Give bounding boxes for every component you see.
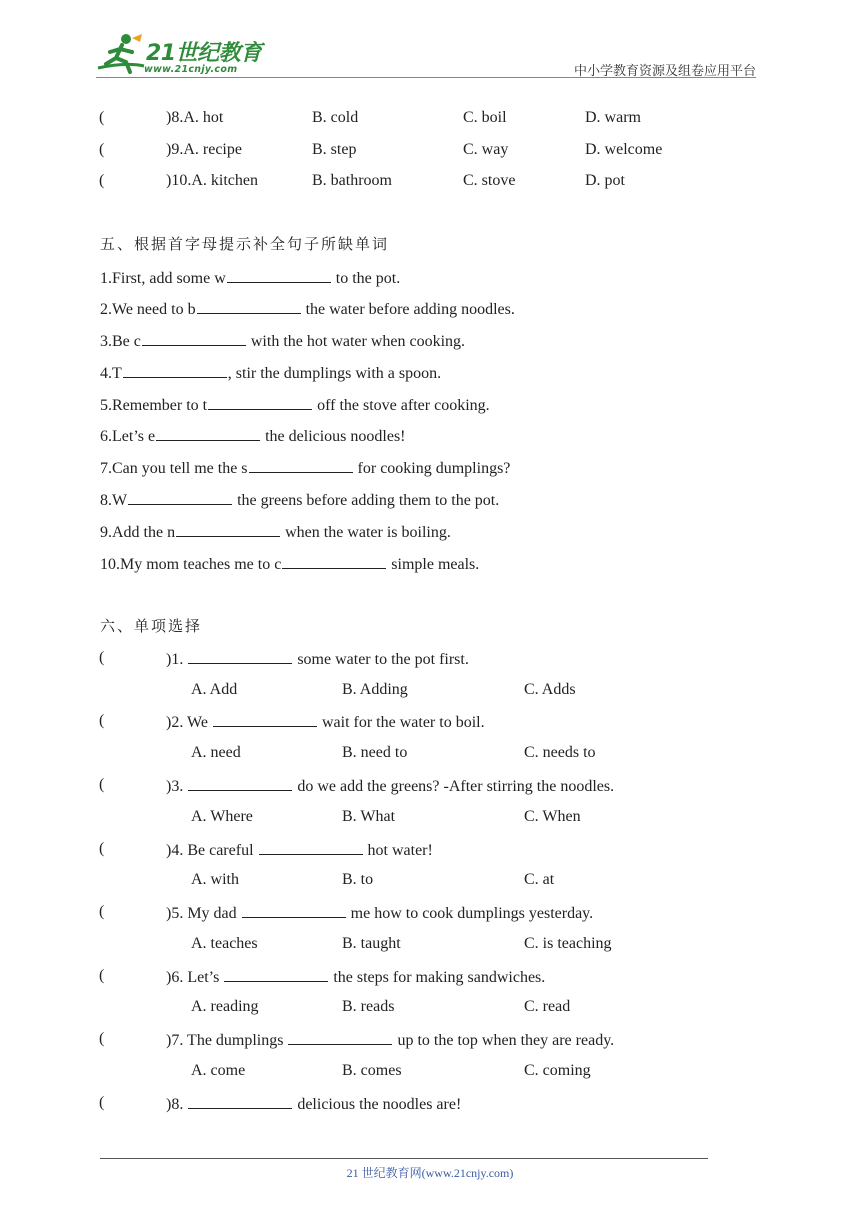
- option-b: B. What: [342, 808, 396, 825]
- answer-blank[interactable]: [188, 647, 292, 664]
- fill-item: [100, 266, 400, 290]
- fill-text-post: off the stove after cooking.: [313, 397, 490, 414]
- option-c: C. stove: [463, 172, 516, 189]
- option-a: A. teaches: [191, 935, 258, 952]
- option-c: C. way: [463, 141, 509, 158]
- option-a: )9.A. recipe: [166, 141, 242, 158]
- answer-paren[interactable]: (: [99, 1030, 105, 1047]
- fill-item: [100, 520, 451, 544]
- option-b: B. to: [342, 871, 374, 888]
- question-text: [166, 838, 433, 862]
- option-a: A. come: [191, 1062, 246, 1079]
- option-a: A. need: [191, 744, 241, 761]
- option-a: A. reading: [191, 998, 259, 1015]
- option-c: C. Adds: [524, 681, 576, 698]
- fill-text-pre: 9.Add the n: [100, 524, 176, 541]
- answer-paren[interactable]: (: [99, 172, 105, 189]
- question-post: some water to the pot first.: [293, 651, 469, 668]
- fill-text-pre: 5.Remember to t: [100, 397, 208, 414]
- question-pre: )3.: [166, 778, 188, 795]
- question-pre: )8.: [166, 1096, 188, 1113]
- question-pre: )6. Let’s: [166, 969, 224, 986]
- question-post: delicious the noodles are!: [293, 1096, 462, 1113]
- fill-text-post: for cooking dumplings?: [353, 460, 511, 477]
- question-post: do we add the greens? -After stirring the noodles.: [293, 778, 615, 795]
- answer-blank[interactable]: [188, 1092, 292, 1109]
- platform-name: 中小学教育资源及组卷应用平台: [573, 64, 756, 79]
- option-a: A. Where: [191, 808, 253, 825]
- answer-blank[interactable]: [227, 266, 331, 283]
- option-a: A. Add: [191, 681, 238, 698]
- answer-blank[interactable]: [259, 838, 363, 855]
- answer-blank[interactable]: [213, 710, 317, 727]
- option-c: C. is teaching: [524, 935, 612, 952]
- answer-blank[interactable]: [224, 965, 328, 982]
- section-title-6: 六、单项选择: [100, 617, 203, 635]
- option-b: B. cold: [312, 109, 359, 126]
- answer-paren[interactable]: (: [99, 141, 105, 158]
- answer-paren[interactable]: (: [99, 903, 105, 920]
- option-d: D. warm: [585, 109, 641, 126]
- fill-text-post: the water before adding noodles.: [301, 301, 515, 318]
- option-a: A. with: [191, 871, 239, 888]
- fill-text-pre: 7.Can you tell me the s: [100, 460, 248, 477]
- answer-paren[interactable]: (: [99, 967, 105, 984]
- fill-text-pre: 3.Be c: [100, 333, 141, 350]
- fill-item: [100, 424, 406, 448]
- question-post: hot water!: [363, 842, 433, 859]
- option-b: B. Adding: [342, 681, 408, 698]
- fill-item: [100, 552, 479, 576]
- option-b: B. taught: [342, 935, 401, 952]
- fill-text-pre: 4.T: [100, 365, 122, 382]
- question-text: [166, 1092, 461, 1116]
- option-c: C. boil: [463, 109, 507, 126]
- footer-divider: [100, 1158, 708, 1159]
- answer-blank[interactable]: [242, 901, 346, 918]
- question-text: [166, 1028, 614, 1052]
- fill-item: [100, 456, 510, 480]
- option-b: B. bathroom: [312, 172, 392, 189]
- answer-blank[interactable]: [197, 297, 301, 314]
- answer-paren[interactable]: (: [99, 712, 105, 729]
- fill-text-pre: 8.W: [100, 492, 128, 509]
- question-pre: )7. The dumplings: [166, 1032, 288, 1049]
- answer-blank[interactable]: [156, 424, 260, 441]
- fill-item: [100, 488, 499, 512]
- fill-text-post: the delicious noodles!: [261, 428, 406, 445]
- fill-item: [100, 297, 515, 321]
- question-text: [166, 647, 469, 671]
- question-post: the steps for making sandwiches.: [329, 969, 546, 986]
- fill-text-post: when the water is boiling.: [281, 524, 451, 541]
- answer-paren[interactable]: (: [99, 109, 105, 126]
- option-a: )10.A. kitchen: [166, 172, 258, 189]
- fill-text-post: , stir the dumplings with a spoon.: [227, 365, 442, 382]
- question-pre: )5. My dad: [166, 905, 241, 922]
- answer-blank[interactable]: [142, 329, 246, 346]
- answer-blank[interactable]: [176, 520, 280, 537]
- option-b: B. reads: [342, 998, 395, 1015]
- footer-text[interactable]: 21 世纪教育网(www.21cnjy.com): [346, 1166, 514, 1180]
- question-text: [166, 965, 545, 989]
- fill-text-post: with the hot water when cooking.: [246, 333, 466, 350]
- option-b: B. need to: [342, 744, 408, 761]
- fill-text-pre: 1.First, add some w: [100, 270, 226, 287]
- option-c: C. at: [524, 871, 555, 888]
- question-post: wait for the water to boil.: [317, 714, 485, 731]
- question-pre: )2. We: [166, 714, 212, 731]
- fill-text-post: to the pot.: [331, 270, 401, 287]
- fill-text-pre: 6.Let’s e: [100, 428, 156, 445]
- answer-paren[interactable]: (: [99, 776, 105, 793]
- answer-blank[interactable]: [249, 456, 353, 473]
- answer-paren[interactable]: (: [99, 649, 105, 666]
- option-b: B. comes: [342, 1062, 402, 1079]
- option-c: C. read: [524, 998, 571, 1015]
- option-c: C. coming: [524, 1062, 591, 1079]
- option-c: C. needs to: [524, 744, 596, 761]
- fill-item: [100, 393, 490, 417]
- answer-blank[interactable]: [188, 774, 292, 791]
- answer-paren[interactable]: (: [99, 1094, 105, 1111]
- fill-text-pre: 10.My mom teaches me to c: [100, 556, 282, 573]
- fill-text-pre: 2.We need to b: [100, 301, 196, 318]
- answer-blank[interactable]: [123, 361, 227, 378]
- answer-blank[interactable]: [128, 488, 232, 505]
- option-d: D. welcome: [585, 141, 663, 158]
- question-text: [166, 710, 485, 734]
- fill-item: [100, 329, 465, 353]
- logo-text: 21世纪教育: [146, 41, 262, 66]
- question-text: [166, 901, 593, 925]
- fill-item: [100, 361, 441, 385]
- question-text: [166, 774, 614, 798]
- answer-blank[interactable]: [288, 1028, 392, 1045]
- logo-url: www.21cnjy.com: [144, 64, 238, 75]
- header-divider: [96, 77, 756, 78]
- fill-text-post: the greens before adding them to the pot.: [233, 492, 500, 509]
- question-pre: )1.: [166, 651, 188, 668]
- option-b: B. step: [312, 141, 357, 158]
- answer-blank[interactable]: [282, 552, 386, 569]
- section-title-5: 五、根据首字母提示补全句子所缺单词: [100, 235, 390, 253]
- question-post: me how to cook dumplings yesterday.: [346, 905, 594, 922]
- option-a: )8.A. hot: [166, 109, 224, 126]
- answer-paren[interactable]: (: [99, 840, 105, 857]
- option-d: D. pot: [585, 172, 625, 189]
- question-pre: )4. Be careful: [166, 842, 258, 859]
- option-c: C. When: [524, 808, 581, 825]
- page-header: [0, 0, 860, 80]
- question-post: up to the top when they are ready.: [393, 1032, 615, 1049]
- answer-blank[interactable]: [208, 393, 312, 410]
- fill-text-post: simple meals.: [387, 556, 480, 573]
